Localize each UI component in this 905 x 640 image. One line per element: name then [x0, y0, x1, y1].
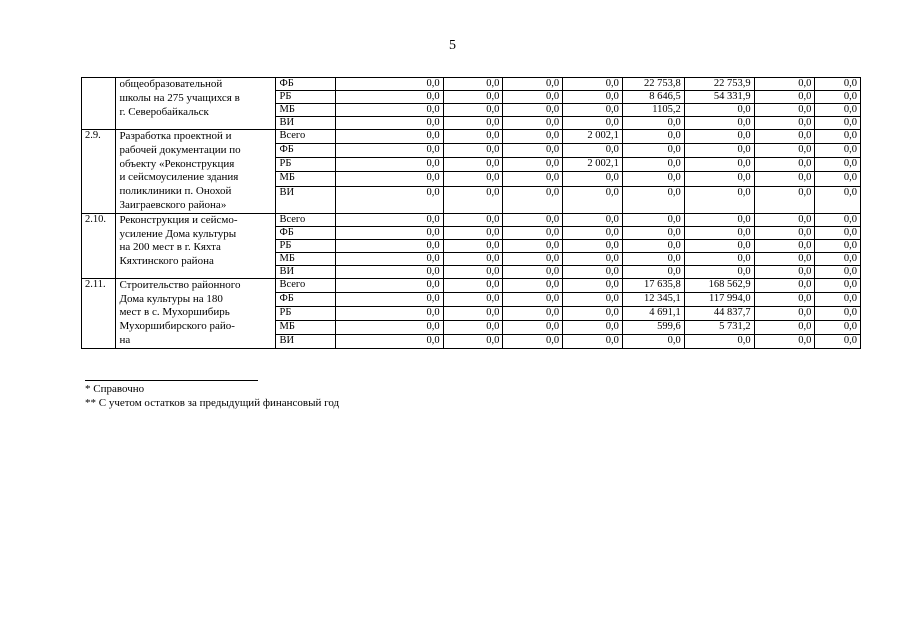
fund-source: МБ [276, 104, 336, 117]
value-cell: 0,0 [563, 265, 623, 278]
section-index [82, 78, 116, 130]
value-cell: 8 646,5 [622, 91, 684, 104]
value-cell: 0,0 [754, 265, 815, 278]
value-cell: 0,0 [443, 306, 503, 320]
value-cell: 0,0 [443, 265, 503, 278]
value-cell: 0,0 [622, 130, 684, 144]
value-cell: 0,0 [443, 239, 503, 252]
section-index: 2.11. [82, 278, 116, 348]
section-index: 2.10. [82, 213, 116, 278]
fund-source: ФБ [276, 78, 336, 91]
value-cell: 0,0 [815, 213, 861, 226]
value-cell: 2 002,1 [563, 130, 623, 144]
value-cell: 0,0 [503, 144, 563, 158]
value-cell: 0,0 [563, 186, 623, 213]
value-cell: 0,0 [815, 226, 861, 239]
value-cell: 0,0 [684, 226, 754, 239]
value-cell: 0,0 [815, 239, 861, 252]
value-cell: 0,0 [684, 265, 754, 278]
value-cell: 0,0 [563, 252, 623, 265]
description-line: Кяхтинского района [119, 255, 214, 268]
value-cell: 168 562,9 [684, 278, 754, 292]
value-cell: 0,0 [754, 239, 815, 252]
value-cell: 0,0 [622, 158, 684, 172]
value-cell: 54 331,9 [684, 91, 754, 104]
value-cell: 0,0 [563, 334, 623, 348]
value-cell: 0,0 [503, 172, 563, 186]
value-cell: 0,0 [443, 226, 503, 239]
value-cell: 0,0 [443, 278, 503, 292]
value-cell: 0,0 [503, 158, 563, 172]
fund-source: МБ [276, 320, 336, 334]
value-cell: 0,0 [336, 130, 443, 144]
budget-table [81, 77, 861, 349]
description-line: Реконструкция и сейсмо- [119, 213, 238, 226]
fund-source: МБ [276, 172, 336, 186]
value-cell: 0,0 [503, 78, 563, 91]
value-cell: 0,0 [503, 226, 563, 239]
value-cell: 0,0 [443, 320, 503, 334]
value-cell: 0,0 [503, 252, 563, 265]
fund-source: ВИ [276, 334, 336, 348]
value-cell: 12 345,1 [622, 292, 684, 306]
value-cell: 0,0 [336, 144, 443, 158]
value-cell: 0,0 [336, 117, 443, 130]
fund-source: ФБ [276, 226, 336, 239]
description-line: общеобразовательной [119, 78, 223, 90]
value-cell: 0,0 [622, 265, 684, 278]
value-cell: 0,0 [443, 292, 503, 306]
value-cell: 0,0 [503, 265, 563, 278]
value-cell: 0,0 [336, 252, 443, 265]
value-cell: 0,0 [503, 306, 563, 320]
value-cell: 0,0 [443, 158, 503, 172]
value-cell: 0,0 [815, 278, 861, 292]
value-cell: 0,0 [563, 226, 623, 239]
value-cell: 0,0 [815, 252, 861, 265]
section-description [116, 213, 276, 278]
value-cell: 0,0 [336, 278, 443, 292]
value-cell: 0,0 [563, 117, 623, 130]
description-line: Разработка проектной и [119, 130, 232, 142]
table-row [82, 278, 861, 292]
value-cell: 0,0 [503, 91, 563, 104]
value-cell: 0,0 [503, 213, 563, 226]
fund-source: РБ [276, 239, 336, 252]
value-cell: 0,0 [622, 226, 684, 239]
value-cell: 0,0 [503, 292, 563, 306]
value-cell: 0,0 [443, 104, 503, 117]
value-cell: 0,0 [815, 91, 861, 104]
value-cell: 0,0 [815, 117, 861, 130]
value-cell: 0,0 [684, 172, 754, 186]
footnote-separator [85, 380, 258, 381]
value-cell: 0,0 [684, 252, 754, 265]
value-cell: 0,0 [503, 186, 563, 213]
value-cell: 0,0 [684, 158, 754, 172]
value-cell: 0,0 [684, 213, 754, 226]
value-cell: 0,0 [815, 172, 861, 186]
section-description [116, 278, 276, 348]
value-cell: 0,0 [815, 104, 861, 117]
value-cell: 0,0 [684, 186, 754, 213]
description-line: Строительство районного [119, 278, 241, 291]
value-cell: 0,0 [815, 130, 861, 144]
value-cell: 0,0 [503, 278, 563, 292]
value-cell: 0,0 [336, 265, 443, 278]
value-cell: 0,0 [754, 292, 815, 306]
section-index: 2.9. [82, 130, 116, 214]
section-description [116, 130, 276, 214]
value-cell: 0,0 [563, 278, 623, 292]
value-cell: 0,0 [815, 265, 861, 278]
value-cell: 0,0 [754, 117, 815, 130]
section-description [116, 78, 276, 130]
value-cell: 0,0 [503, 117, 563, 130]
value-cell: 0,0 [443, 213, 503, 226]
value-cell: 0,0 [336, 91, 443, 104]
value-cell: 1105,2 [622, 104, 684, 117]
table-row [82, 78, 861, 91]
value-cell: 0,0 [563, 320, 623, 334]
value-cell: 5 731,2 [684, 320, 754, 334]
value-cell: 0,0 [754, 130, 815, 144]
value-cell: 0,0 [622, 186, 684, 213]
fund-source: ФБ [276, 144, 336, 158]
description-line: Заиграевского района» [119, 198, 227, 211]
value-cell: 0,0 [443, 117, 503, 130]
value-cell: 0,0 [443, 186, 503, 213]
value-cell: 0,0 [563, 78, 623, 91]
value-cell: 0,0 [754, 334, 815, 348]
value-cell: 0,0 [443, 252, 503, 265]
value-cell: 0,0 [815, 158, 861, 172]
value-cell: 0,0 [336, 213, 443, 226]
value-cell: 2 002,1 [563, 158, 623, 172]
fund-source: РБ [276, 91, 336, 104]
page-number: 5 [449, 38, 456, 53]
fund-source: РБ [276, 158, 336, 172]
value-cell: 0,0 [815, 334, 861, 348]
value-cell: 0,0 [443, 130, 503, 144]
value-cell: 0,0 [684, 239, 754, 252]
value-cell: 0,0 [754, 78, 815, 91]
value-cell: 0,0 [754, 144, 815, 158]
value-cell: 0,0 [815, 186, 861, 213]
value-cell: 0,0 [754, 91, 815, 104]
value-cell: 0,0 [336, 172, 443, 186]
value-cell: 0,0 [754, 278, 815, 292]
description-line: рабочей документации по [119, 143, 241, 156]
description-line: на [119, 333, 131, 346]
value-cell: 0,0 [336, 78, 443, 91]
value-cell: 0,0 [622, 117, 684, 130]
footnote-2: ** С учетом остатков за предыдущий финансовый год [85, 397, 340, 409]
value-cell: 17 635,8 [622, 278, 684, 292]
fund-source: Всего [276, 130, 336, 144]
value-cell: 0,0 [336, 186, 443, 213]
fund-source: МБ [276, 252, 336, 265]
value-cell: 0,0 [622, 213, 684, 226]
value-cell: 0,0 [754, 104, 815, 117]
value-cell: 0,0 [684, 130, 754, 144]
description-line: мест в с. Мухоршибирь [119, 306, 230, 319]
fund-source: Всего [276, 213, 336, 226]
value-cell: 0,0 [684, 104, 754, 117]
value-cell: 0,0 [443, 334, 503, 348]
value-cell: 0,0 [815, 144, 861, 158]
value-cell: 0,0 [622, 252, 684, 265]
value-cell: 0,0 [563, 172, 623, 186]
description-line: объекту «Реконструкция [119, 157, 235, 170]
fund-source: ВИ [276, 117, 336, 130]
value-cell: 0,0 [754, 252, 815, 265]
value-cell: 0,0 [336, 334, 443, 348]
description-line: усиление Дома культуры [119, 227, 237, 240]
value-cell: 22 753,8 [622, 78, 684, 91]
fund-source: ВИ [276, 265, 336, 278]
description-line: школы на 275 учащихся в [119, 91, 240, 104]
value-cell: 0,0 [503, 104, 563, 117]
value-cell: 0,0 [563, 239, 623, 252]
value-cell: 44 837,7 [684, 306, 754, 320]
description-line: г. Северобайкальск [119, 105, 209, 118]
value-cell: 0,0 [503, 334, 563, 348]
value-cell: 0,0 [563, 104, 623, 117]
value-cell: 0,0 [622, 334, 684, 348]
value-cell: 0,0 [754, 172, 815, 186]
value-cell: 0,0 [815, 306, 861, 320]
value-cell: 0,0 [684, 144, 754, 158]
fund-source: ФБ [276, 292, 336, 306]
value-cell: 0,0 [336, 226, 443, 239]
value-cell: 0,0 [684, 334, 754, 348]
value-cell: 0,0 [443, 78, 503, 91]
value-cell: 0,0 [336, 320, 443, 334]
description-line: Мухоршибирского райо- [119, 320, 235, 333]
value-cell: 0,0 [684, 117, 754, 130]
value-cell: 22 753,9 [684, 78, 754, 91]
value-cell: 0,0 [443, 172, 503, 186]
footnote-1: * Справочно [85, 383, 145, 395]
value-cell: 599,6 [622, 320, 684, 334]
description-line: на 200 мест в г. Кяхта [119, 241, 221, 254]
table-row [82, 130, 861, 144]
value-cell: 0,0 [815, 320, 861, 334]
value-cell: 0,0 [563, 144, 623, 158]
value-cell: 0,0 [503, 130, 563, 144]
value-cell: 0,0 [754, 186, 815, 213]
value-cell: 117 994,0 [684, 292, 754, 306]
value-cell: 0,0 [622, 172, 684, 186]
value-cell: 0,0 [336, 306, 443, 320]
value-cell: 0,0 [754, 226, 815, 239]
value-cell: 0,0 [503, 239, 563, 252]
value-cell: 4 691,1 [622, 306, 684, 320]
description-line: Дома культуры на 180 [119, 292, 223, 305]
value-cell: 0,0 [563, 306, 623, 320]
fund-source: РБ [276, 306, 336, 320]
fund-source: ВИ [276, 186, 336, 213]
value-cell: 0,0 [754, 158, 815, 172]
value-cell: 0,0 [622, 144, 684, 158]
value-cell: 0,0 [754, 213, 815, 226]
value-cell: 0,0 [443, 91, 503, 104]
value-cell: 0,0 [336, 239, 443, 252]
description-line: и сейсмоусиление здания [119, 171, 239, 184]
value-cell: 0,0 [815, 78, 861, 91]
table-row [82, 213, 861, 226]
value-cell: 0,0 [443, 144, 503, 158]
fund-source: Всего [276, 278, 336, 292]
value-cell: 0,0 [754, 306, 815, 320]
value-cell: 0,0 [622, 239, 684, 252]
description-line: поликлиники п. Онохой [119, 185, 232, 198]
value-cell: 0,0 [563, 292, 623, 306]
value-cell: 0,0 [754, 320, 815, 334]
value-cell: 0,0 [503, 320, 563, 334]
value-cell: 0,0 [336, 104, 443, 117]
value-cell: 0,0 [563, 213, 623, 226]
value-cell: 0,0 [815, 292, 861, 306]
value-cell: 0,0 [336, 158, 443, 172]
value-cell: 0,0 [336, 292, 443, 306]
value-cell: 0,0 [563, 91, 623, 104]
